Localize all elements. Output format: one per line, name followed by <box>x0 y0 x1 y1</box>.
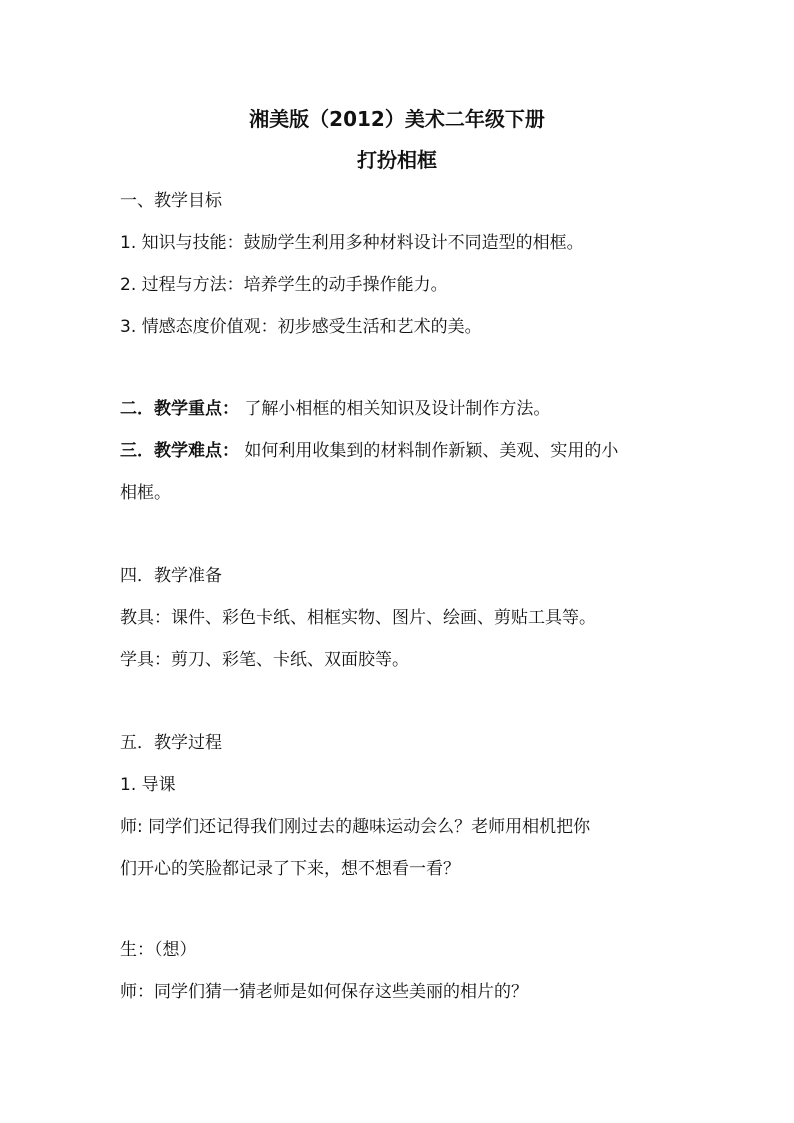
section-preparation-heading: 四．教学准备 <box>120 566 222 586</box>
teacher-line-1: 师: 同学们还记得我们刚过去的趣味运动会么？老师用相机把你 <box>120 817 591 837</box>
goal-attitude: 3. 情感态度价值观：初步感受生活和艺术的美。 <box>120 317 482 337</box>
step-intro: 1. 导课 <box>120 775 176 795</box>
prep-student-tools: 学具：剪刀、彩笔、卡纸、双面胶等。 <box>120 650 409 670</box>
key-points-text: 了解小相框的相关知识及设计制作方法。 <box>239 399 551 419</box>
difficulties-text-continued: 相框。 <box>120 483 171 503</box>
section-difficulties <box>120 439 680 463</box>
key-points-label: 二．教学重点： <box>120 399 239 419</box>
section-process-heading: 五．教学过程 <box>120 733 222 753</box>
section-goals-heading: 一、教学目标 <box>120 191 222 211</box>
difficulties-label: 三．教学难点： <box>120 441 239 461</box>
difficulties-text: 如何利用收集到的材料制作新颖、美观、实用的小 <box>239 441 619 461</box>
section-key-points <box>120 397 680 421</box>
teacher-line-1-continued: 们开心的笑脸都记录了下来，想不想看一看？ <box>120 859 460 879</box>
lesson-title: 打扮相框 <box>357 148 437 172</box>
student-reply: 生：（想） <box>120 940 197 960</box>
prep-teacher-tools: 教具：课件、彩色卡纸、相框实物、图片、绘画、剪贴工具等。 <box>120 608 596 628</box>
goal-process: 2. 过程与方法：培养学生的动手操作能力。 <box>120 275 448 295</box>
teacher-line-2: 师：同学们猜一猜老师是如何保存这些美丽的相片的？ <box>120 982 528 1002</box>
document-title: 湘美版（2012）美术二年级下册 <box>249 107 545 131</box>
goal-knowledge: 1. 知识与技能：鼓励学生利用多种材料设计不同造型的相框。 <box>120 233 584 253</box>
